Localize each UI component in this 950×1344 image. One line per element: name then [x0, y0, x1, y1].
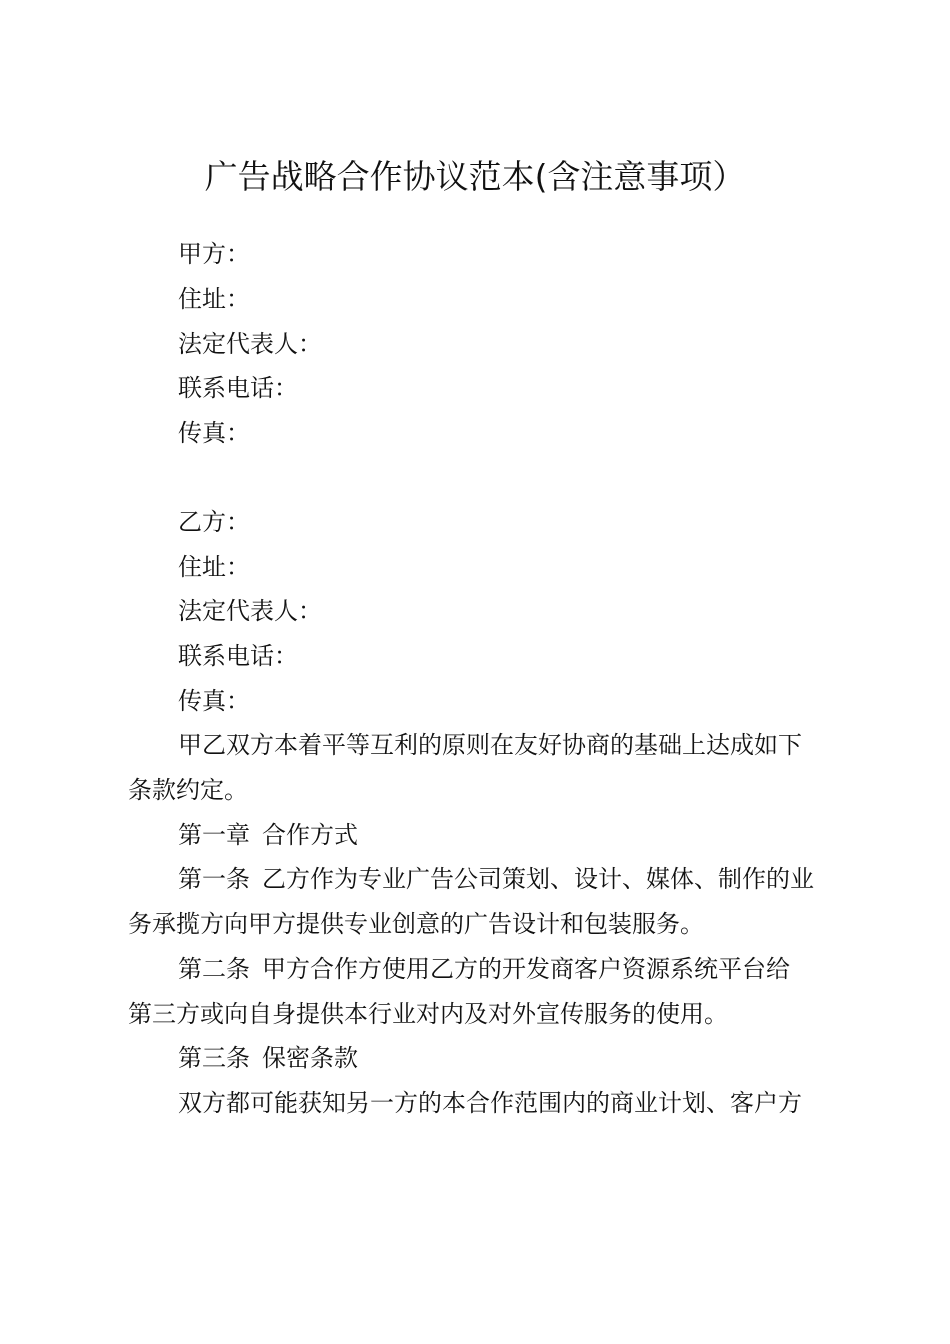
article-1-line-1: [128, 862, 908, 896]
preamble-line-2: 条款约定。: [128, 776, 248, 804]
article-1-text-1: 乙方作为专业广告公司策划、设计、媒体、制作的业: [262, 865, 814, 893]
chapter-1-heading: [128, 818, 908, 852]
article-2-number: 第二条: [178, 955, 250, 983]
party-b-phone-label: 联系电话：: [178, 642, 298, 670]
article-3-line-1: 双方都可能获知另一方的本合作范围内的商业计划、客户方: [178, 1089, 802, 1117]
chapter-1-number: 第一章: [178, 821, 250, 849]
article-3-heading: [128, 1041, 908, 1075]
party-b-address-label: 住址：: [178, 553, 250, 581]
party-a-fax-label: 传真：: [178, 419, 250, 447]
party-a-representative-label: 法定代表人：: [178, 330, 322, 358]
article-3-title: 保密条款: [262, 1044, 358, 1072]
party-b-representative-label: 法定代表人：: [178, 597, 322, 625]
article-1-line-2: 务承揽方向甲方提供专业创意的广告设计和包装服务。: [128, 910, 704, 938]
party-b-name-label: 乙方：: [178, 508, 250, 536]
article-2-line-1: [128, 952, 908, 986]
article-2-line-2: 第三方或向自身提供本行业对内及对外宣传服务的使用。: [128, 1000, 728, 1028]
party-a-address-label: 住址：: [178, 285, 250, 313]
chapter-1-title: 合作方式: [262, 821, 358, 849]
article-2-text-1: 甲方合作方使用乙方的开发商客户资源系统平台给: [262, 955, 790, 983]
party-a-name-label: 甲方：: [178, 240, 250, 268]
article-3-number: 第三条: [178, 1044, 250, 1072]
preamble-line-1: 甲乙双方本着平等互利的原则在友好协商的基础上达成如下: [178, 731, 802, 759]
article-1-number: 第一条: [178, 865, 250, 893]
party-b-fax-label: 传真：: [178, 687, 250, 715]
document-title: 广告战略合作协议范本(含注意事项）: [204, 157, 746, 196]
party-a-phone-label: 联系电话：: [178, 374, 298, 402]
